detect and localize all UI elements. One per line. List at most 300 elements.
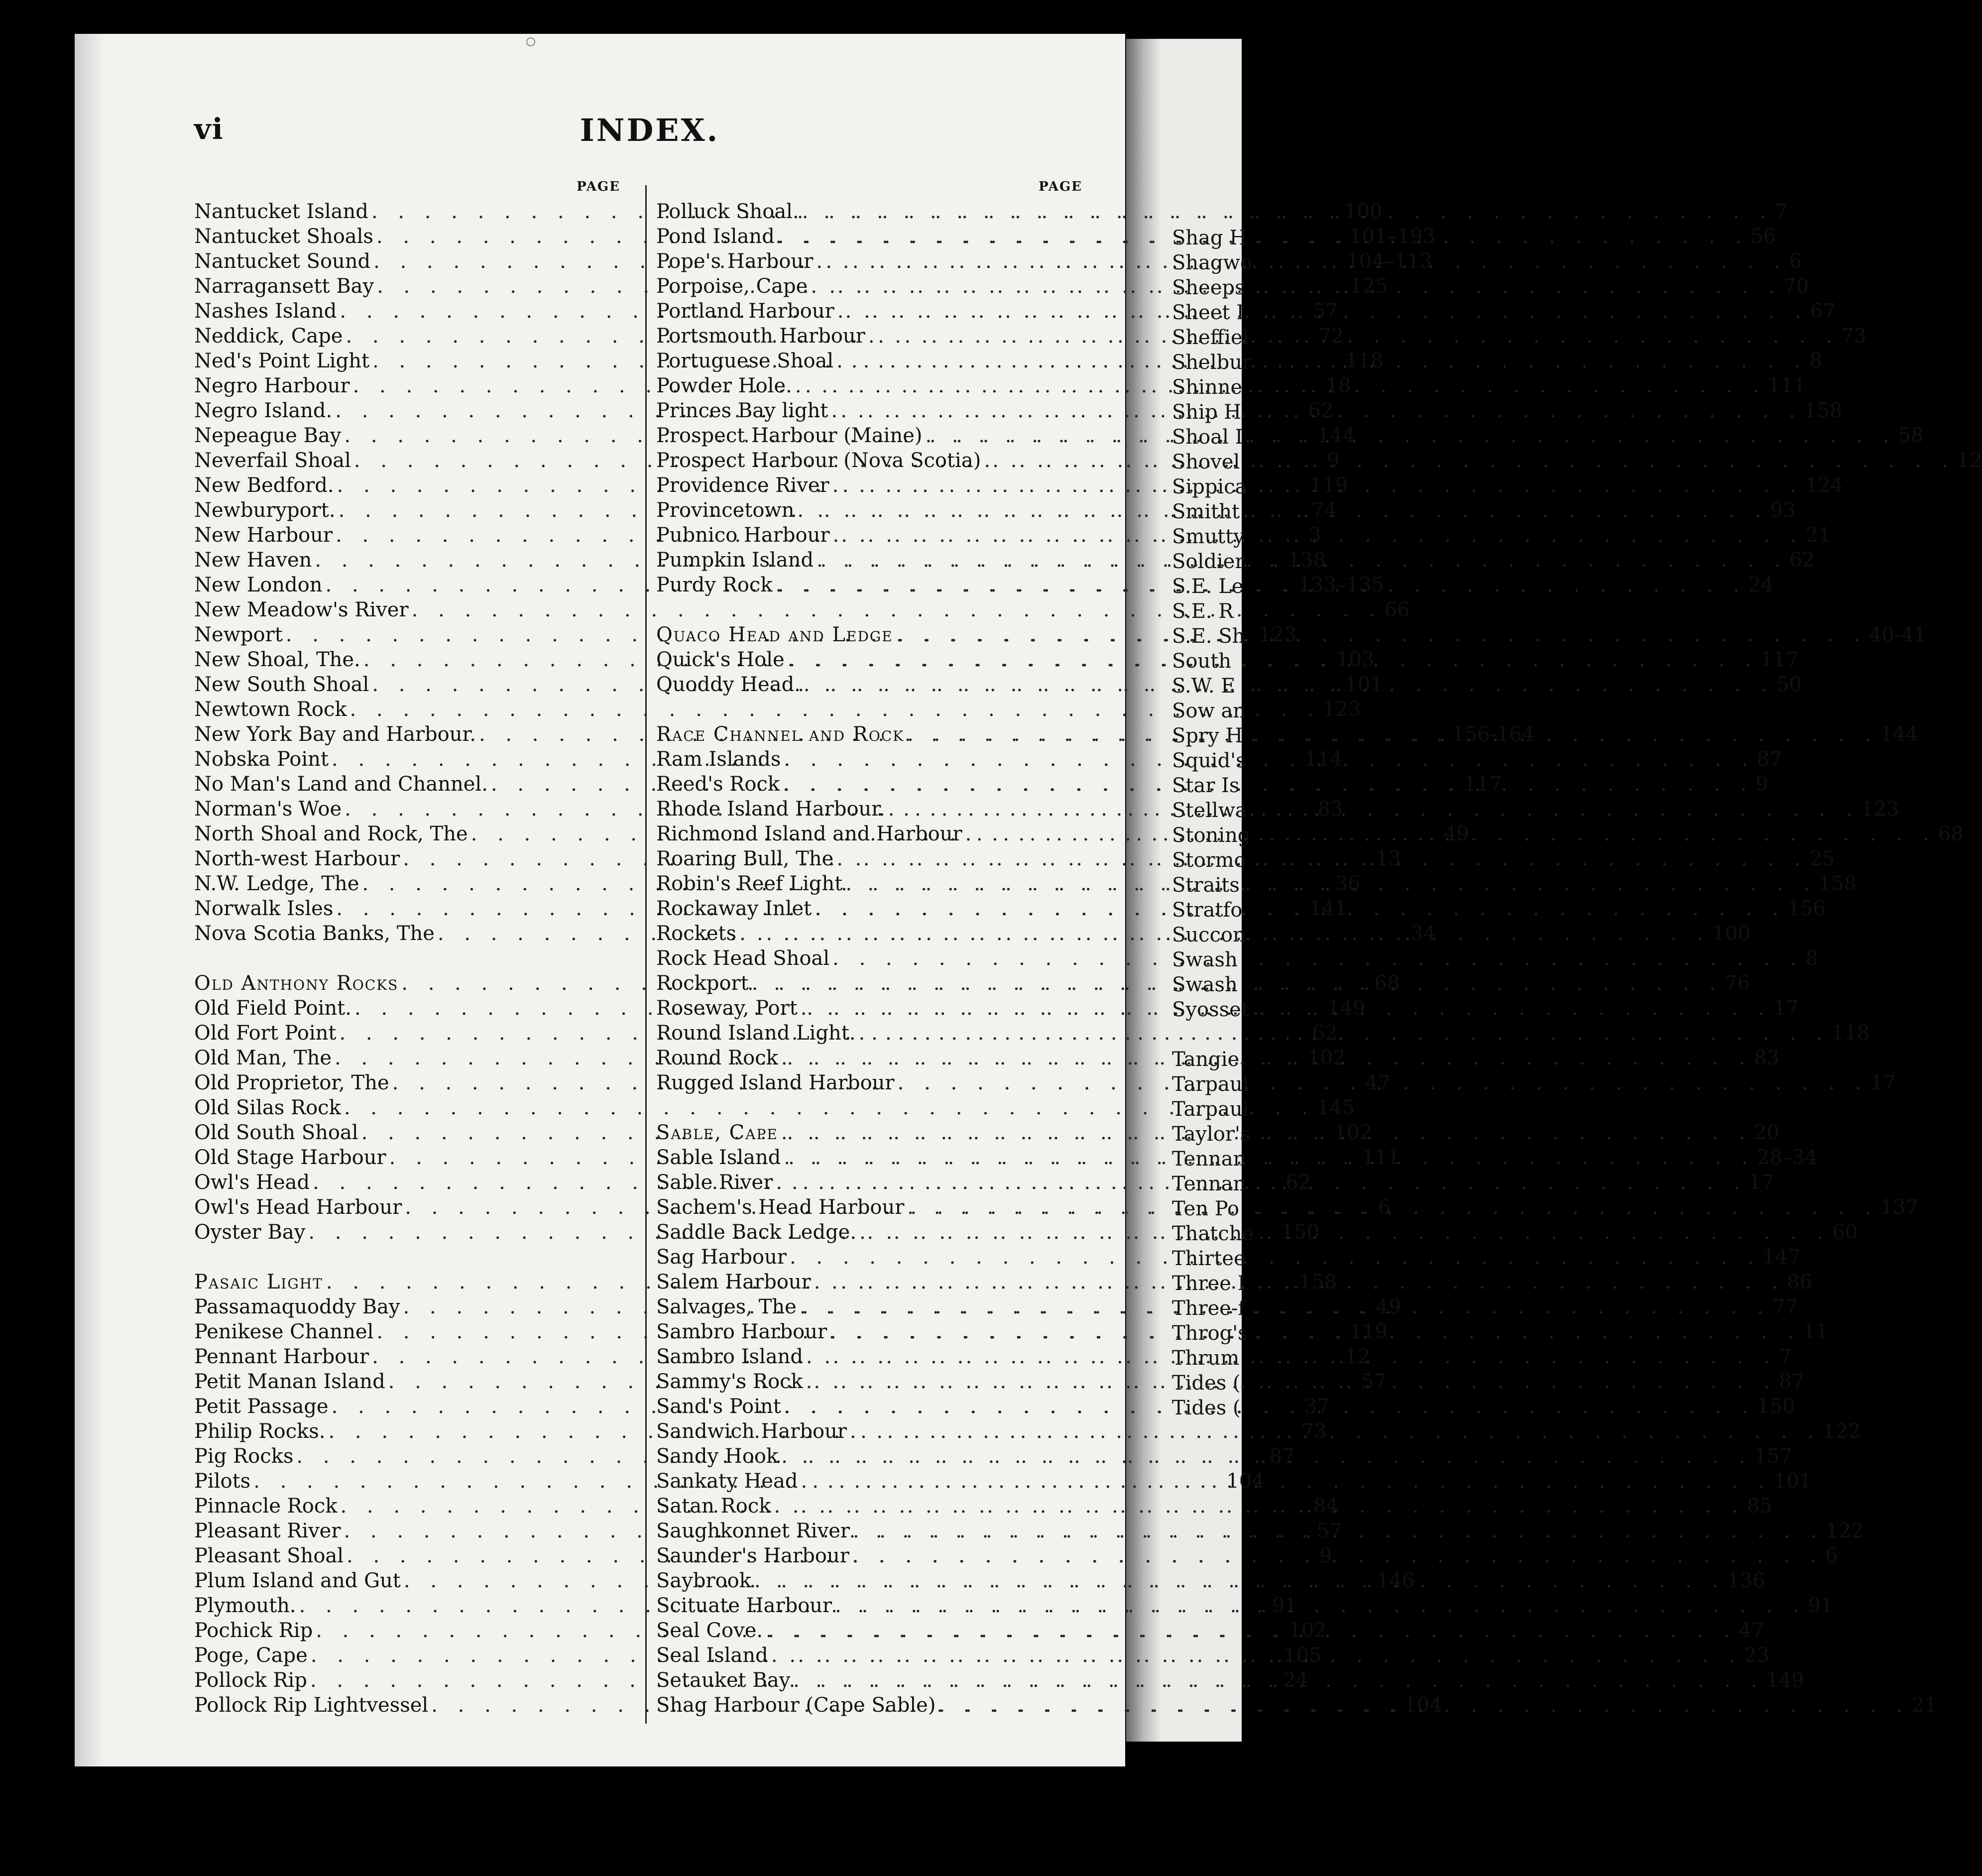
leader-dots [803,1369,1777,1394]
entry-page: 104 [1226,1470,1265,1493]
adjacent-page-fragment: S.E. R [1172,600,1234,623]
entry-page: 58 [1898,424,1924,447]
adjacent-page-fragment: Stellwa [1172,799,1247,822]
entry-name: Old Stage Harbour [194,1146,386,1169]
entry-page: 117 [1760,648,1799,671]
leader-dots [847,1419,1821,1444]
entry-name: Sag Harbour [656,1246,787,1269]
leader-dots [828,398,1802,423]
leader-dots [885,797,1859,821]
entry-name: N.W. Ledge, The [194,872,359,895]
entry-name: Salem Harbour [656,1271,811,1293]
leader-dots [981,448,1955,473]
entry-name: Pennant Harbour [194,1345,369,1368]
entry-page: 68 [1938,822,1964,845]
entry-name: Setauket Bay [656,1669,791,1692]
adjacent-page-fragment: Shag H [1172,227,1247,249]
scan-mark [526,37,535,46]
entry-name: Pleasant Shoal [194,1544,344,1567]
adjacent-page-fragment: Smitht [1172,500,1240,523]
adjacent-page-fragment: Soldier [1172,550,1245,573]
adjacent-page-fragment: Syosset [1172,998,1249,1021]
entry-name: Old Silas Rock [194,1096,341,1119]
entry-name: Pope's Harbour [656,250,814,273]
entry-name: New Harbour [194,524,333,547]
entry-page: 156 [1787,897,1826,920]
entry-page: 13 [1376,847,1401,870]
leader-dots [790,1668,1764,1693]
entry-page: 111 [1768,374,1806,397]
entry-name: Purdy Rock [656,574,773,596]
entry-page: 156-164 [1452,723,1535,746]
leader-dots [865,324,1839,349]
adjacent-page-fragment: Thirtee [1172,1247,1246,1270]
leader-dots [778,1120,1752,1145]
entry-name: Plymouth. [194,1594,296,1617]
leader-dots [833,846,1807,871]
entry-page: 101 [1345,673,1383,696]
entry-page: 40-41 [1868,623,1927,646]
leader-dots [803,1344,1777,1369]
entry-page: 104 [1404,1694,1442,1717]
entry-page: 36 [1335,872,1361,895]
entry-name: Sable, Cape [656,1121,778,1144]
entry-name: Ned's Point Light [194,350,370,372]
entry-name: Penikese Channel [194,1320,374,1343]
leader-dots [904,722,1878,747]
entry-name: Pollock Rip Lightvessel [194,1694,429,1717]
entry-page: 8 [1809,350,1822,372]
leader-dots [781,747,1754,772]
entry-name: Quick's Hole [656,648,785,671]
leader-dots [781,1394,1755,1419]
entry-page: 34 [1410,922,1436,945]
entry-page: 117 [1464,773,1502,796]
entry-page: 102 [1307,1047,1346,1069]
entry-name: Roseway, Port [656,997,798,1020]
entry-page: 87 [1756,748,1782,771]
leader-dots [829,946,1803,971]
entry-page: 6 [1789,250,1802,273]
leader-dots [850,1519,1824,1543]
leader-dots [904,1195,1878,1220]
entry-name: Old Anthony Rocks [194,972,399,995]
leader-dots [763,1618,1737,1643]
entry-page: 150 [1757,1395,1795,1418]
entry-name: Pond Island [656,225,775,248]
leader-dots [768,1643,1742,1668]
page-header [194,112,1105,157]
entry-page: 118 [1831,1022,1870,1045]
entry-page: 124 [1805,474,1844,497]
entry-page: 123 [1322,698,1361,721]
adjacent-page-fragment: Stoning [1172,824,1251,847]
entry-page: 158 [1804,399,1843,422]
leader-dots [833,349,1807,373]
entry-page: 144 [1317,424,1355,447]
entry-page: 70 [1783,275,1809,298]
entry-name: North Shoal and Rock, The [194,822,468,845]
leader-dots [798,996,1771,1021]
leader-dots [856,1220,1830,1245]
leader-dots [736,921,1710,946]
adjacent-page-fragment: Shoal I [1172,426,1243,449]
entry-page: 9 [1319,1544,1332,1567]
leader-dots [829,473,1803,498]
entry-name: Pilots [194,1470,251,1493]
adjacent-page-fragment: Tennan [1172,1148,1246,1171]
entry-name: Negro Island. [194,399,333,422]
adjacent-page-fragment: Shovel [1172,451,1240,473]
adjacent-page-fragment: Shagwo [1172,251,1252,274]
entry-page: 83 [1317,798,1343,821]
entry-name: Rockport [656,972,749,995]
adjacent-page-fragment: Sheffiel [1172,326,1249,349]
entry-name: Nashes Island [194,300,337,323]
entry-page: 85 [1747,1495,1772,1518]
adjacent-page-fragment: Shelbur [1172,351,1252,374]
page-number: vi [194,112,224,146]
leader-dots [771,1494,1745,1519]
page-column-label: PAGE [1039,179,1082,194]
entry-name: Pumpkin Island [656,549,814,572]
entry-page: 146 [1377,1569,1415,1592]
entry-page: 141 [1309,897,1347,920]
entry-page: 103 [1336,648,1375,671]
entry-name: Shag Harbour (Cape Sable) [656,1694,936,1717]
entry-page: 68 [1374,972,1400,995]
adjacent-page-fragment: Three-f [1172,1297,1246,1320]
entry-name: Scituate Harbour [656,1594,832,1617]
entry-name: Rock Head Shoal [656,947,830,970]
entry-name: Poge, Cape [194,1644,308,1667]
adjacent-page-fragment: Swash [1172,948,1238,971]
entry-name: Saunder's Harbour [656,1544,849,1567]
entry-page: 76 [1724,972,1750,995]
entry-name: Rockets [656,922,737,945]
entry-name: Sable River [656,1171,773,1194]
leader-dots [849,1543,1823,1568]
section-gap [656,1095,1084,1120]
entry-name: Reed's Rock [656,773,780,796]
leader-dots [799,199,1773,224]
entry-page: 100 [1712,922,1750,945]
entry-page: 23 [1744,1644,1769,1667]
entry-page: 84 [1313,1495,1339,1518]
entry-name: Sand's Point [656,1395,781,1418]
section-gap [656,697,1084,722]
entry-page: 83 [1754,1047,1779,1069]
entry-name: New Meadow's River [194,598,409,621]
entry-name: Old Proprietor, The [194,1071,389,1094]
entry-page: 50 [1776,673,1802,696]
entry-name: Sankaty Head [656,1470,798,1493]
adjacent-page-fragment: Tarpaul [1172,1073,1249,1096]
entry-name: Race Channel and Rock [656,723,905,746]
entry-name: Sachem's Head Harbour [656,1196,905,1219]
entry-name: Owl's Head [194,1171,310,1194]
entry-name: New Bedford. [194,474,334,497]
entry-page: 133–135 [1298,574,1385,596]
entry-name: Ram Islands [656,748,781,771]
entry-page: 91 [1808,1594,1834,1617]
entry-name: Sammy's Rock [656,1370,803,1393]
entry-page: 144 [1880,723,1918,746]
adjacent-page-fragment: S.E. Sh [1172,625,1245,648]
entry-page: 37 [1304,1395,1330,1418]
entry-name: Oyster Bay [194,1221,306,1244]
leader-dots [834,299,1808,324]
entry-page: 100 [1344,200,1383,223]
entry-page: 57 [1316,1520,1342,1542]
entry-name: Provincetown [656,499,795,522]
entry-name: Pleasant River [194,1520,341,1542]
entry-page: 57 [1361,1370,1387,1393]
entry-name: Narragansett Bay [194,275,374,298]
entry-name: Pubnico Harbour [656,524,830,547]
entry-name: Neddick, Cape [194,325,343,348]
entry-page: 123 [1861,798,1899,821]
adjacent-page-fragment: Throg's [1172,1322,1248,1345]
entry-name: Newtown Rock [194,698,347,721]
adjacent-page-fragment: Sheeps [1172,276,1245,299]
leader-dots [749,971,1723,996]
entry-page: 150 [1281,1221,1319,1244]
entry-name: Nantucket Sound [194,250,371,273]
entry-name: Porpoise, Cape [656,275,808,298]
entry-page: 147 [1762,1246,1801,1269]
entry-page: 138 [1287,549,1326,572]
entry-page: 21 [1805,524,1831,547]
entry-name: Pochick Rip [194,1619,313,1642]
entry-page: 86 [1786,1271,1812,1293]
entry-name: Passamaquoddy Bay [194,1295,400,1318]
entry-page: 105 [1283,1644,1322,1667]
entry-page: 6 [1378,1196,1391,1219]
leader-dots [773,573,1747,597]
entry-page: 101 [1773,1470,1812,1493]
entry-page: 66 [1384,598,1410,621]
adjacent-page-fragment: Tides ( [1172,1372,1241,1395]
leader-dots [778,1046,1752,1070]
entry-page: 136 [1727,1569,1765,1592]
entry-name: Seal Cove. [656,1619,763,1642]
entry-name: Saddle Back Ledge. [656,1221,857,1244]
entry-page: 91 [1272,1594,1297,1617]
entry-page: 8 [1805,947,1818,970]
entry-page: 149 [1327,997,1366,1020]
leader-dots [781,1145,1754,1170]
page-title: INDEX. [580,112,720,148]
entry-page: 93 [1770,499,1796,522]
entry-page: 62 [1308,399,1334,422]
adjacent-page-fragment: Star Is [1172,774,1240,797]
leader-dots [785,647,1758,672]
leader-dots [751,1568,1725,1593]
entry-page: 87 [1269,1445,1295,1468]
entry-page: 12 [1957,449,1982,472]
entry-page: 62 [1789,549,1815,572]
entry-name: Roaring Bull, The [656,847,834,870]
entry-name: Old Fort Point [194,1022,337,1045]
leader-dots [787,1245,1760,1270]
entry-page: 24 [1748,574,1774,596]
section-gap [194,946,622,971]
entry-page: 18 [1325,374,1351,397]
entry-page: 49 [1376,1295,1401,1318]
entry-page: 102 [1288,1619,1327,1642]
entry-page: 118 [1345,350,1384,372]
entry-page: 47 [1365,1071,1391,1094]
entry-name: Nantucket Island [194,200,368,223]
adjacent-page-fragment: S.W. E [1172,675,1236,698]
entry-name: Polluck Shoal. [656,200,799,223]
leader-dots [856,1021,1830,1046]
adjacent-page-fragment: Sippica [1172,475,1247,498]
entry-name: New York Bay and Harbour. [194,723,476,746]
entry-name: Old South Shoal [194,1121,358,1144]
leader-dots [962,821,1936,846]
adjacent-page-fragment: Tarpaul [1172,1098,1249,1121]
section-gap [656,597,1084,622]
entry-page: 73 [1841,325,1866,348]
entry-name: Saybrook [656,1569,751,1592]
entry-name: New South Shoal [194,673,369,696]
adjacent-page-fragment: Taylor's [1172,1123,1251,1146]
entry-page: 111 [1362,1146,1400,1169]
entry-page: 24 [1283,1669,1309,1692]
entry-page: 74 [1311,499,1337,522]
entry-name: Seal Island [656,1644,768,1667]
entry-name: Nepeague Bay [194,424,342,447]
adjacent-page-fragment: S.E. Le [1172,575,1244,598]
entry-name: No Man's Land and Channel. [194,773,488,796]
entry-name: Petit Manan Island [194,1370,385,1393]
leader-dots [813,249,1787,274]
leader-dots [827,1319,1801,1344]
entry-page: 158 [1299,1271,1337,1293]
entry-name: Old Man, The [194,1047,332,1069]
adjacent-page-fragment: Tides ( [1172,1397,1241,1419]
entry-page: 17 [1870,1071,1896,1094]
leader-dots [792,373,1766,398]
leader-dots [808,274,1781,299]
adjacent-page-fragment: Spry H [1172,724,1243,747]
entry-page: 137 [1880,1196,1918,1219]
entry-name: Pinnacle Rock [194,1495,338,1518]
entry-name: Norwalk Isles [194,897,334,920]
entry-name: Sandwich Harbour [656,1420,847,1443]
entry-page: 57 [1312,300,1338,323]
entry-name: Prospect Harbour (Nova Scotia) [656,449,981,472]
entry-name: Sambro Island [656,1345,804,1368]
entry-name: Round Rock [656,1047,778,1069]
adjacent-page-fragment: Sow an [1172,700,1246,722]
entry-page: 77 [1772,1295,1798,1318]
entry-page: 104–113 [1346,250,1433,273]
entry-page: 62 [1312,1022,1338,1045]
entry-page: 122 [1823,1420,1861,1443]
entry-name: Sambro Harbour [656,1320,827,1343]
entry-name: Nobska Point [194,748,329,771]
adjacent-page-fragment: Smutty [1172,525,1245,548]
entry-name: Newburyport. [194,499,336,522]
leader-dots [842,871,1816,896]
entry-page: 47 [1739,1619,1764,1642]
adjacent-page-fragment: Thatche [1172,1222,1254,1245]
entry-name: Philip Rocks. [194,1420,326,1443]
entry-name: Owl's Head Harbour [194,1196,402,1219]
entry-page: 102 [1334,1121,1373,1144]
entry-name: Portland Harbour [656,300,834,323]
entry-name: Prospect Harbour (Maine) [656,424,923,447]
entry-name: Round Island Light. [656,1022,856,1045]
entry-name: Nova Scotia Banks, The [194,922,435,945]
entry-page: 12 [1345,1345,1371,1368]
entry-name: Sable Island [656,1146,781,1169]
entry-name: Robin's Reef Light [656,872,843,895]
entry-page: 21 [1911,1694,1937,1717]
entry-name: New London [194,574,323,596]
entry-page: 7 [1774,200,1788,223]
entry-page: 149 [1766,1669,1804,1692]
adjacent-page-fragment: Squid's [1172,749,1246,772]
entry-page: 87 [1778,1370,1804,1393]
entry-page: 7 [1779,1345,1792,1368]
adjacent-page-fragment: Thrum [1172,1347,1240,1370]
entry-name: Pasaic Light [194,1271,323,1293]
entry-page: 62 [1285,1171,1311,1194]
adjacent-page-fragment: Succon [1172,924,1246,946]
entry-name: Salvages, The [656,1295,797,1318]
entry-name: Plum Island and Gut [194,1569,401,1592]
entry-page: 72 [1318,325,1344,348]
entry-page: 25 [1809,847,1835,870]
leader-dots [829,523,1803,548]
entry-page: 9 [1327,449,1340,472]
adjacent-page-fragment: Ten Po [1172,1197,1240,1220]
entry-name: New Haven [194,549,312,572]
entry-name: Pig Rocks [194,1445,294,1468]
entry-page: 123 [1258,623,1297,646]
leader-dots [814,548,1787,573]
adjacent-page-fragment: Sheet I [1172,301,1245,324]
adjacent-page-fragment: Swash [1172,973,1238,996]
leader-dots [795,498,1768,523]
leader-dots [801,672,1774,697]
entry-page: 73 [1301,1420,1327,1443]
entry-name: Pollock Rip [194,1669,307,1692]
entry-name: Petit Passage [194,1395,329,1418]
entry-page: 28–34 [1756,1146,1818,1169]
section-gap [194,1245,622,1270]
entry-page: 145 [1317,1096,1355,1119]
entry-name: Saughkonnet River [656,1520,850,1542]
index-entry [656,1543,1838,1568]
entry-page: 9 [1755,773,1768,796]
entry-page: 122 [1826,1520,1864,1542]
entry-name: Satan Rock [656,1495,771,1518]
entry-page: 17 [1773,997,1799,1020]
entry-name: Old Field Point. [194,997,351,1020]
leader-dots [923,423,1896,448]
entry-name: Rugged Island Harbour [656,1071,895,1094]
entry-name: Quaco Head and Ledge [656,623,893,646]
adjacent-page-fragment: Stratfo [1172,899,1243,922]
leader-dots [773,1170,1747,1195]
leader-dots [798,1469,1772,1494]
leader-dots [775,224,1749,249]
